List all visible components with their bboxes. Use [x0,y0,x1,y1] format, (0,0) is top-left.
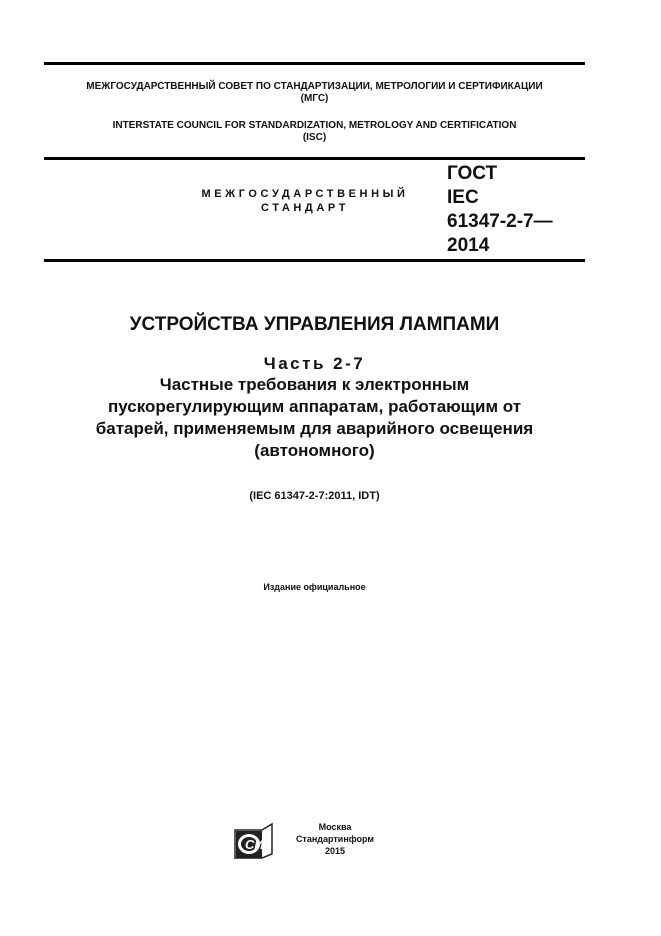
subtitle-line: пускорегулирующим аппаратам, работающим от [107,397,522,416]
gost-designation [447,162,553,258]
bottom-rule [44,259,585,262]
publisher-block [290,821,380,857]
council-en-abbr: (ISC) [302,132,327,143]
top-rule [44,62,585,65]
part-label: Часть 2-7 [263,354,366,373]
gost-label: ГОСТ [447,163,498,184]
standard-year: 2014 [447,235,490,256]
publisher-year: 2015 [324,846,346,856]
svg-text:СИ: СИ [245,837,264,852]
standard-type-2: СТАНДАРТ [260,202,350,214]
council-ru: МЕЖГОСУДАРСТВЕННЫЙ СОВЕТ ПО СТАНДАРТИЗАЦИИ, МЕТРОЛОГИИ И СЕРТИФИКАЦИИ [86,81,543,92]
iec-reference: (IEC 61347-2-7:2011, IDT) [249,490,380,502]
subtitle-line: батарей, применяемым для аварийного освещения [95,419,534,438]
edition-label: Издание официальное [263,582,366,592]
subtitle-line: (автономного) [254,441,375,460]
middle-rule [44,157,585,160]
standard-type-1: МЕЖГОСУДАРСТВЕННЫЙ [201,188,409,200]
document-title: УСТРОЙСТВА УПРАВЛЕНИЯ ЛАМПАМИ [129,314,500,335]
subtitle-line: Частные требования к электронным [159,375,470,394]
standartinform-logo-icon [234,822,276,860]
standard-number: 61347-2-7— [447,211,553,232]
publisher-name: Стандартинформ [295,834,375,844]
council-ru-abbr: (МГС) [300,93,329,104]
iec-label: IEC [447,187,479,208]
publisher-city: Москва [318,822,352,832]
council-en: INTERSTATE COUNCIL FOR STANDARDIZATION, METROLOGY AND CERTIFICATION [112,120,517,131]
